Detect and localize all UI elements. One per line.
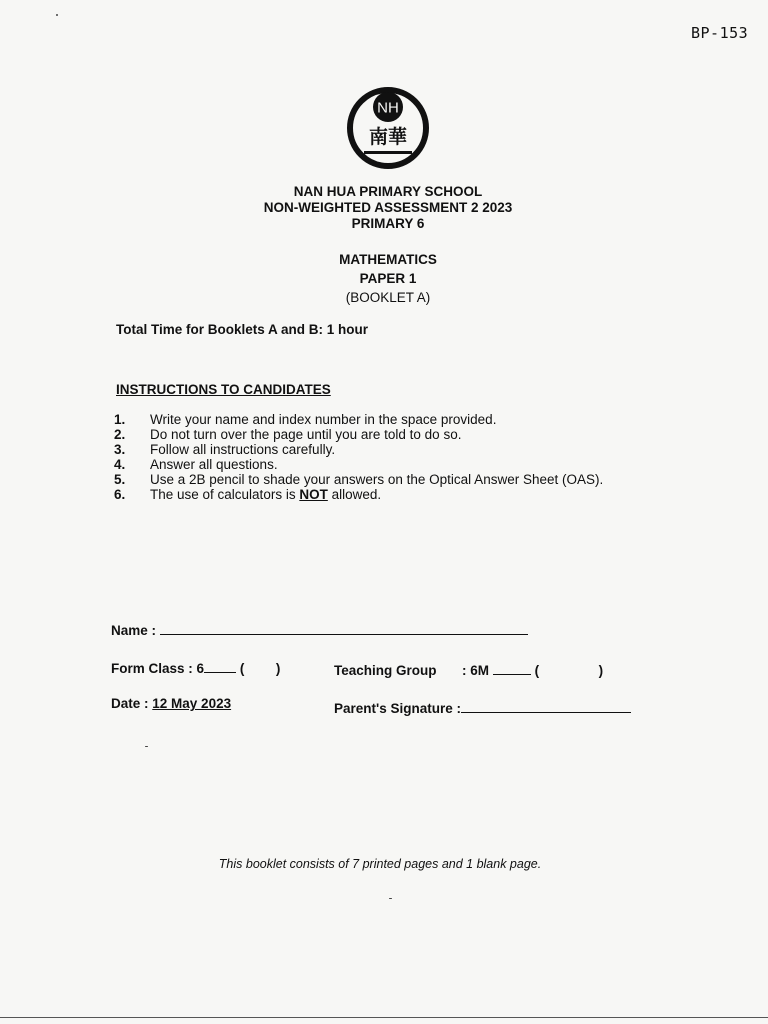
instruction-item	[114, 427, 603, 442]
document-code: BP-153	[691, 24, 749, 42]
instruction-item	[114, 442, 603, 457]
instruction-number: 1.	[114, 412, 126, 427]
open-paren: (	[534, 663, 540, 678]
total-time: Total Time for Booklets A and B: 1 hour	[116, 322, 369, 337]
instruction-item	[114, 472, 603, 487]
name-field	[111, 622, 528, 638]
instruction-text-pre: The use of calculators is	[150, 487, 300, 502]
form-class-field	[111, 660, 280, 676]
subject-name: MATHEMATICS	[339, 252, 437, 267]
teaching-group-label: Teaching Group	[334, 663, 437, 678]
instruction-text-post: allowed.	[327, 487, 382, 502]
teaching-group-field	[334, 662, 603, 678]
instruction-item	[114, 457, 603, 472]
name-blank[interactable]	[160, 622, 528, 635]
close-paren: )	[275, 661, 281, 676]
form-class-blank[interactable]	[204, 660, 236, 673]
form-class-label: Form Class :	[111, 661, 193, 676]
scan-speck	[145, 746, 148, 747]
close-paren: )	[598, 663, 604, 678]
page-edge-line	[0, 1017, 768, 1018]
level: PRIMARY 6	[351, 216, 425, 231]
instruction-item	[114, 412, 603, 427]
parent-signature-field	[334, 700, 631, 716]
instruction-number: 6.	[114, 487, 126, 502]
date-label: Date :	[111, 696, 149, 711]
paper-number: PAPER 1	[359, 271, 417, 286]
open-paren: (	[239, 661, 245, 676]
date-value: 12 May 2023	[152, 696, 232, 711]
name-label: Name :	[111, 623, 157, 638]
parent-signature-blank[interactable]	[461, 700, 631, 713]
scan-speck	[389, 898, 392, 899]
instructions-heading: INSTRUCTIONS TO CANDIDATES	[116, 382, 331, 397]
assessment-title: NON-WEIGHTED ASSESSMENT 2 2023	[263, 200, 513, 215]
instruction-number: 3.	[114, 442, 126, 457]
date-field	[111, 696, 231, 711]
school-name: NAN HUA PRIMARY SCHOOL	[293, 184, 483, 199]
form-class-prefix: 6	[196, 661, 205, 676]
footer-note: This booklet consists of 7 printed pages and 1 blank page.	[218, 857, 542, 871]
scan-speck	[56, 14, 58, 16]
school-logo	[343, 87, 433, 169]
teaching-group-prefix: : 6M	[462, 663, 490, 678]
booklet-label: (BOOKLET A)	[345, 290, 431, 305]
instruction-number: 4.	[114, 457, 126, 472]
instruction-text: Write your name and index number in the space provided.	[150, 412, 497, 427]
instruction-number: 5.	[114, 472, 126, 487]
logo-initials: NH	[377, 99, 399, 117]
teaching-group-blank[interactable]	[493, 662, 531, 675]
instruction-text: Follow all instructions carefully.	[150, 442, 336, 457]
instruction-item	[114, 487, 603, 502]
instruction-text: Use a 2B pencil to shade your answers on the Optical Answer Sheet (OAS).	[150, 472, 604, 487]
instruction-text: Do not turn over the page until you are told to do so.	[150, 427, 462, 442]
instruction-emphasis: NOT	[299, 487, 328, 502]
instruction-text	[150, 487, 381, 502]
logo-chinese-name: 南華	[368, 126, 408, 148]
instruction-text: Answer all questions.	[150, 457, 278, 472]
instructions-list	[114, 412, 603, 502]
instruction-number: 2.	[114, 427, 126, 442]
school-header	[0, 184, 768, 232]
subject-block	[0, 250, 768, 307]
parent-signature-label: Parent's Signature :	[334, 701, 461, 716]
